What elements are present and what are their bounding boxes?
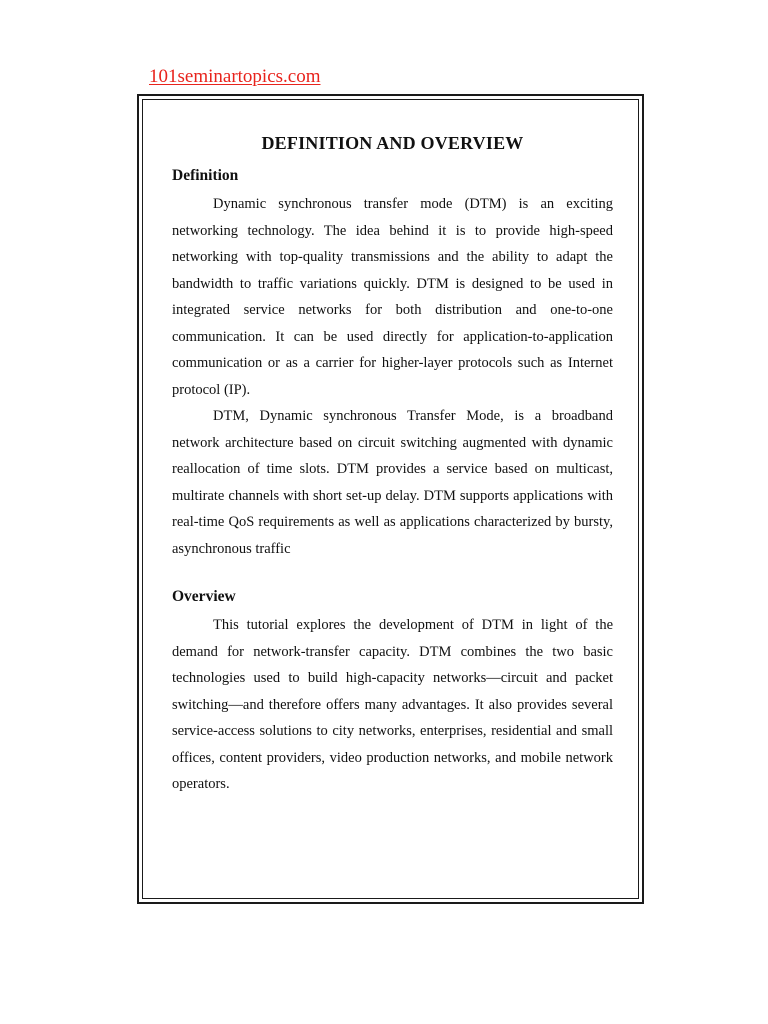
definition-heading: Definition [172,167,239,184]
document-body [172,133,613,798]
page-title: DEFINITION AND OVERVIEW [261,133,524,153]
overview-paragraph-1: This tutorial explores the development of DTM in light of the demand for network-transfer capacity. DTM combines the two basic technologies used to build high-capacity networks—circuit and packet switching—and therefore offers many advantages. It also provides several service-access solutions to city networks, enterprises, residential and small offices, content providers, video production networks, and mobile network operators. [172,617,613,792]
definition-paragraph-2: DTM, Dynamic synchronous Transfer Mode, is a broadband network architecture based on circuit switching augmented with dynamic reallocation of time slots. DTM provides a service based on multicast, multirate channels with short set-up delay. DTM supports applications with real-time QoS requirements as well as applications characterized by bursty, asynchronous traffic [172,408,613,557]
definition-paragraph-1: Dynamic synchronous transfer mode (DTM) is an exciting networking technology. The idea behind it is to provide high-speed networking with top-quality transmissions and the ability to adapt the bandwidth to traffic variations quickly. DTM is designed to be used in integrated service networks for both distribution and one-to-one communication. It can be used directly for application-to-application communication or as a carrier for higher-layer protocols such as Internet protocol (IP). [172,196,613,398]
overview-heading: Overview [172,588,236,605]
site-link[interactable]: 101seminartopics.com [149,66,321,87]
section-spacer [172,562,613,588]
